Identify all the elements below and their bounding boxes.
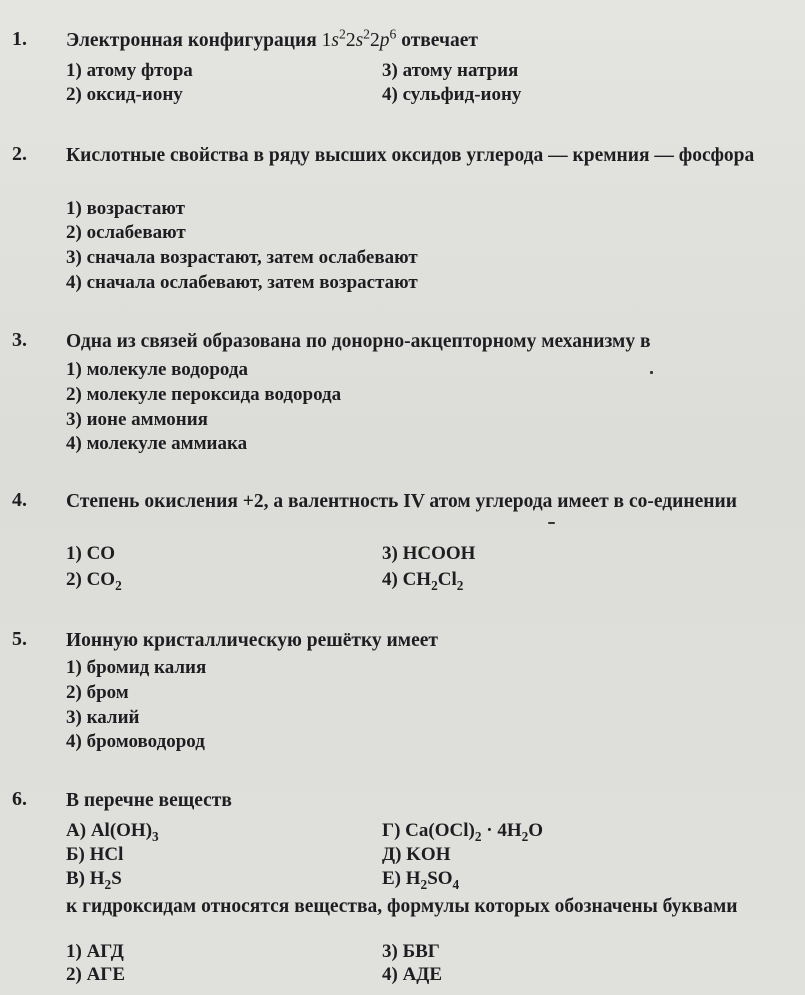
- answer-option[interactable]: 1) бромид калия: [66, 657, 207, 678]
- answer-option[interactable]: 3) сначала возрастают, затем ослабевают: [66, 247, 418, 268]
- print-speck: [650, 371, 653, 374]
- question-number: 6.: [12, 788, 27, 810]
- question-continuation: к гидроксидам относятся вещества, формулы которых обозначены буквами: [66, 896, 738, 917]
- answer-option[interactable]: 3) ионе аммония: [66, 409, 208, 430]
- answer-option[interactable]: 3) атому натрия: [382, 60, 519, 81]
- question-number: 1.: [12, 28, 27, 50]
- answer-option[interactable]: 4) молекуле аммиака: [66, 433, 248, 454]
- question-text: Одна из связей образована по донорно-акцепторному механизму в: [66, 331, 651, 352]
- question-text: Степень окисления +2, а валентность IV атом углерода имеет в со-единении: [66, 491, 737, 512]
- answer-option[interactable]: 4) сульфид-иону: [382, 84, 522, 105]
- question-number: 4.: [12, 489, 27, 511]
- answer-option[interactable]: 4) $CH_2Cl_2$: [382, 569, 464, 593]
- answer-option[interactable]: 4) сначала ослабевают, затем возрастают: [66, 272, 418, 293]
- answer-option[interactable]: 2) бром: [66, 682, 129, 703]
- answer-option[interactable]: 4) бромоводород: [66, 731, 205, 752]
- question-number: 2.: [12, 143, 27, 165]
- question-number: 5.: [12, 628, 27, 650]
- answer-option[interactable]: 3) HCOOH: [382, 543, 476, 564]
- answer-option[interactable]: 3) калий: [66, 707, 140, 728]
- substance-item: Д) KOH: [382, 844, 451, 865]
- answer-option[interactable]: 1) молекуле водорода: [66, 359, 248, 380]
- answer-option[interactable]: 1) возрастают: [66, 198, 186, 219]
- question-text: Электронная конфигурация $1s^22s^22p^6$ отвечает: [66, 26, 478, 51]
- question-text: Ионную кристаллическую решётку имеет: [66, 630, 438, 651]
- answer-option[interactable]: 1) CO: [66, 543, 116, 564]
- substance-item: Б) HCl: [66, 844, 124, 865]
- question-text: В перечне веществ: [66, 790, 232, 811]
- answer-option[interactable]: 1) атому фтора: [66, 60, 193, 81]
- answer-option[interactable]: 1) АГД: [66, 941, 124, 962]
- substance-item: В) $H_2S$: [66, 868, 122, 892]
- question-text: Кислотные свойства в ряду высших оксидов углерода — кремния — фосфора: [66, 145, 755, 166]
- question-number: 3.: [12, 329, 27, 351]
- answer-option[interactable]: 2) ослабевают: [66, 222, 186, 243]
- answer-option[interactable]: 2) $CO_2$: [66, 569, 122, 593]
- print-speck: [548, 522, 555, 524]
- substance-item: Е) $H_2SO_4$: [382, 868, 460, 892]
- substance-item: А) $Al(OH)_3$: [66, 820, 159, 844]
- answer-option[interactable]: 2) оксид-иону: [66, 84, 183, 105]
- answer-option[interactable]: 4) АДЕ: [382, 964, 443, 985]
- answer-option[interactable]: 2) молекуле пероксида водорода: [66, 384, 342, 405]
- electron-configuration: $1s^22s^22p^6$: [321, 26, 397, 51]
- answer-option[interactable]: 3) БВГ: [382, 941, 440, 962]
- substance-item: Г) $Ca(OCl)_2 \cdot 4H_2O$: [382, 820, 544, 844]
- answer-option[interactable]: 2) АГЕ: [66, 964, 126, 985]
